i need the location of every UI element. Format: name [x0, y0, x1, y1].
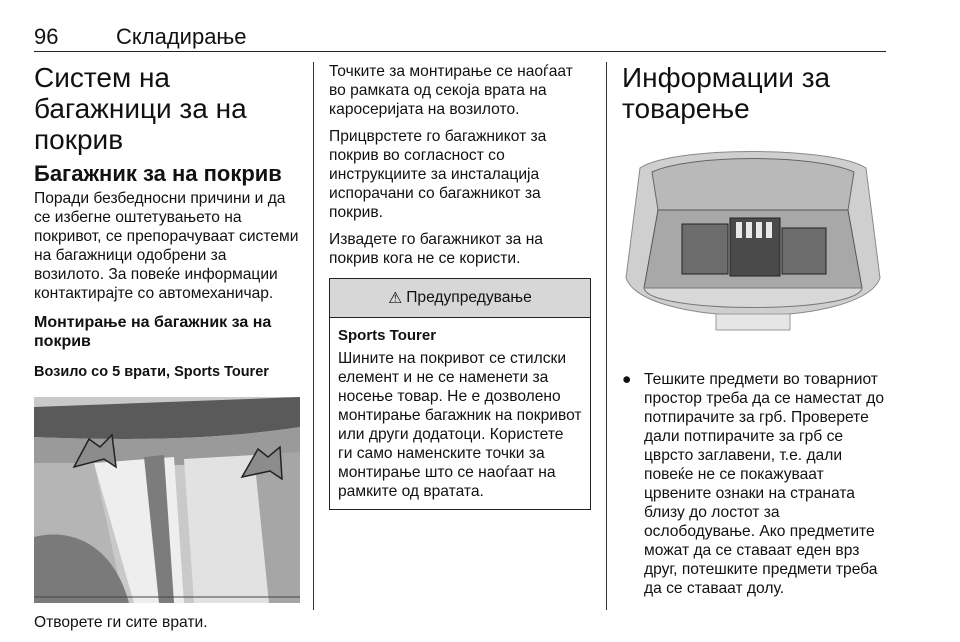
intro-paragraph: Поради безбедносни причини и да се избегне оштетувањето на покривот, се препорачуваат системи на багажници одобрени за возилото. За повеќе информации контактирајте со автомеханичар.: [34, 190, 299, 302]
section-heading: Систем на багажници за на покрив: [34, 62, 247, 155]
page-header: [34, 24, 886, 52]
page-number: 96: [34, 24, 59, 49]
bullet-text: Тешките предмети во товарниот простор треба да се наместат до потпирачите за грб. Проверете дали потпирачите за грб се цврсто заглавени, т.е. дали повеќе не се покажуваат црвените ознаки на страната близу до лостот за ослободување. Ако предметите можат да се ставаат еден врз друг, потешките предмети треба да се ставаат долу.: [644, 371, 885, 597]
column-divider-2: [606, 62, 607, 610]
mounting-heading: Монтирање на багажник за на покрив: [34, 314, 272, 350]
door-frame-illustration: [34, 397, 300, 603]
paragraph-fasten: Прицврстете го багажникот за покрив во согласност со инструкциите за инсталација испорачани со багажникот за покрив.: [329, 128, 547, 221]
cargo-area-illustration: [622, 138, 884, 348]
warning-triangle-icon: ⚠: [388, 289, 403, 307]
warning-box: [329, 278, 591, 510]
paragraph-remove: Извадете го багажникот за на покрив кога не се користи.: [329, 231, 543, 267]
column-3: [622, 62, 888, 598]
subsection-heading: Багажник за на покрив: [34, 161, 282, 186]
column-1: [34, 62, 300, 632]
warning-body: [330, 318, 590, 509]
column-2: [329, 62, 591, 510]
running-title: Складирање: [116, 24, 247, 49]
warning-title: Предупредување: [406, 289, 532, 306]
list-item: [622, 370, 888, 598]
figure-caption: Отворете ги сите врати.: [34, 614, 208, 631]
paragraph-mount-points: Точките за монтирање се наоѓаат во рамката од секоја врата на каросеријата на возилото.: [329, 63, 573, 118]
warning-subtitle: Sports Tourer: [338, 327, 437, 344]
variant-heading: Возило со 5 врати, Sports Tourer: [34, 364, 269, 380]
bullet-icon: ●: [622, 371, 632, 388]
warning-header: [330, 279, 590, 318]
column-divider-1: [313, 62, 314, 610]
warning-text: Шините на покривот се стилски елемент и не се наменети за носење товар. Не е дозволено монтирање багажник на покривот или други додатоци. Користете ги само наменските точки за монтирање што се наоѓаат на рамките од вратата.: [338, 350, 582, 500]
header-rule: [34, 51, 886, 52]
loading-heading: Информации за товарење: [622, 62, 831, 124]
